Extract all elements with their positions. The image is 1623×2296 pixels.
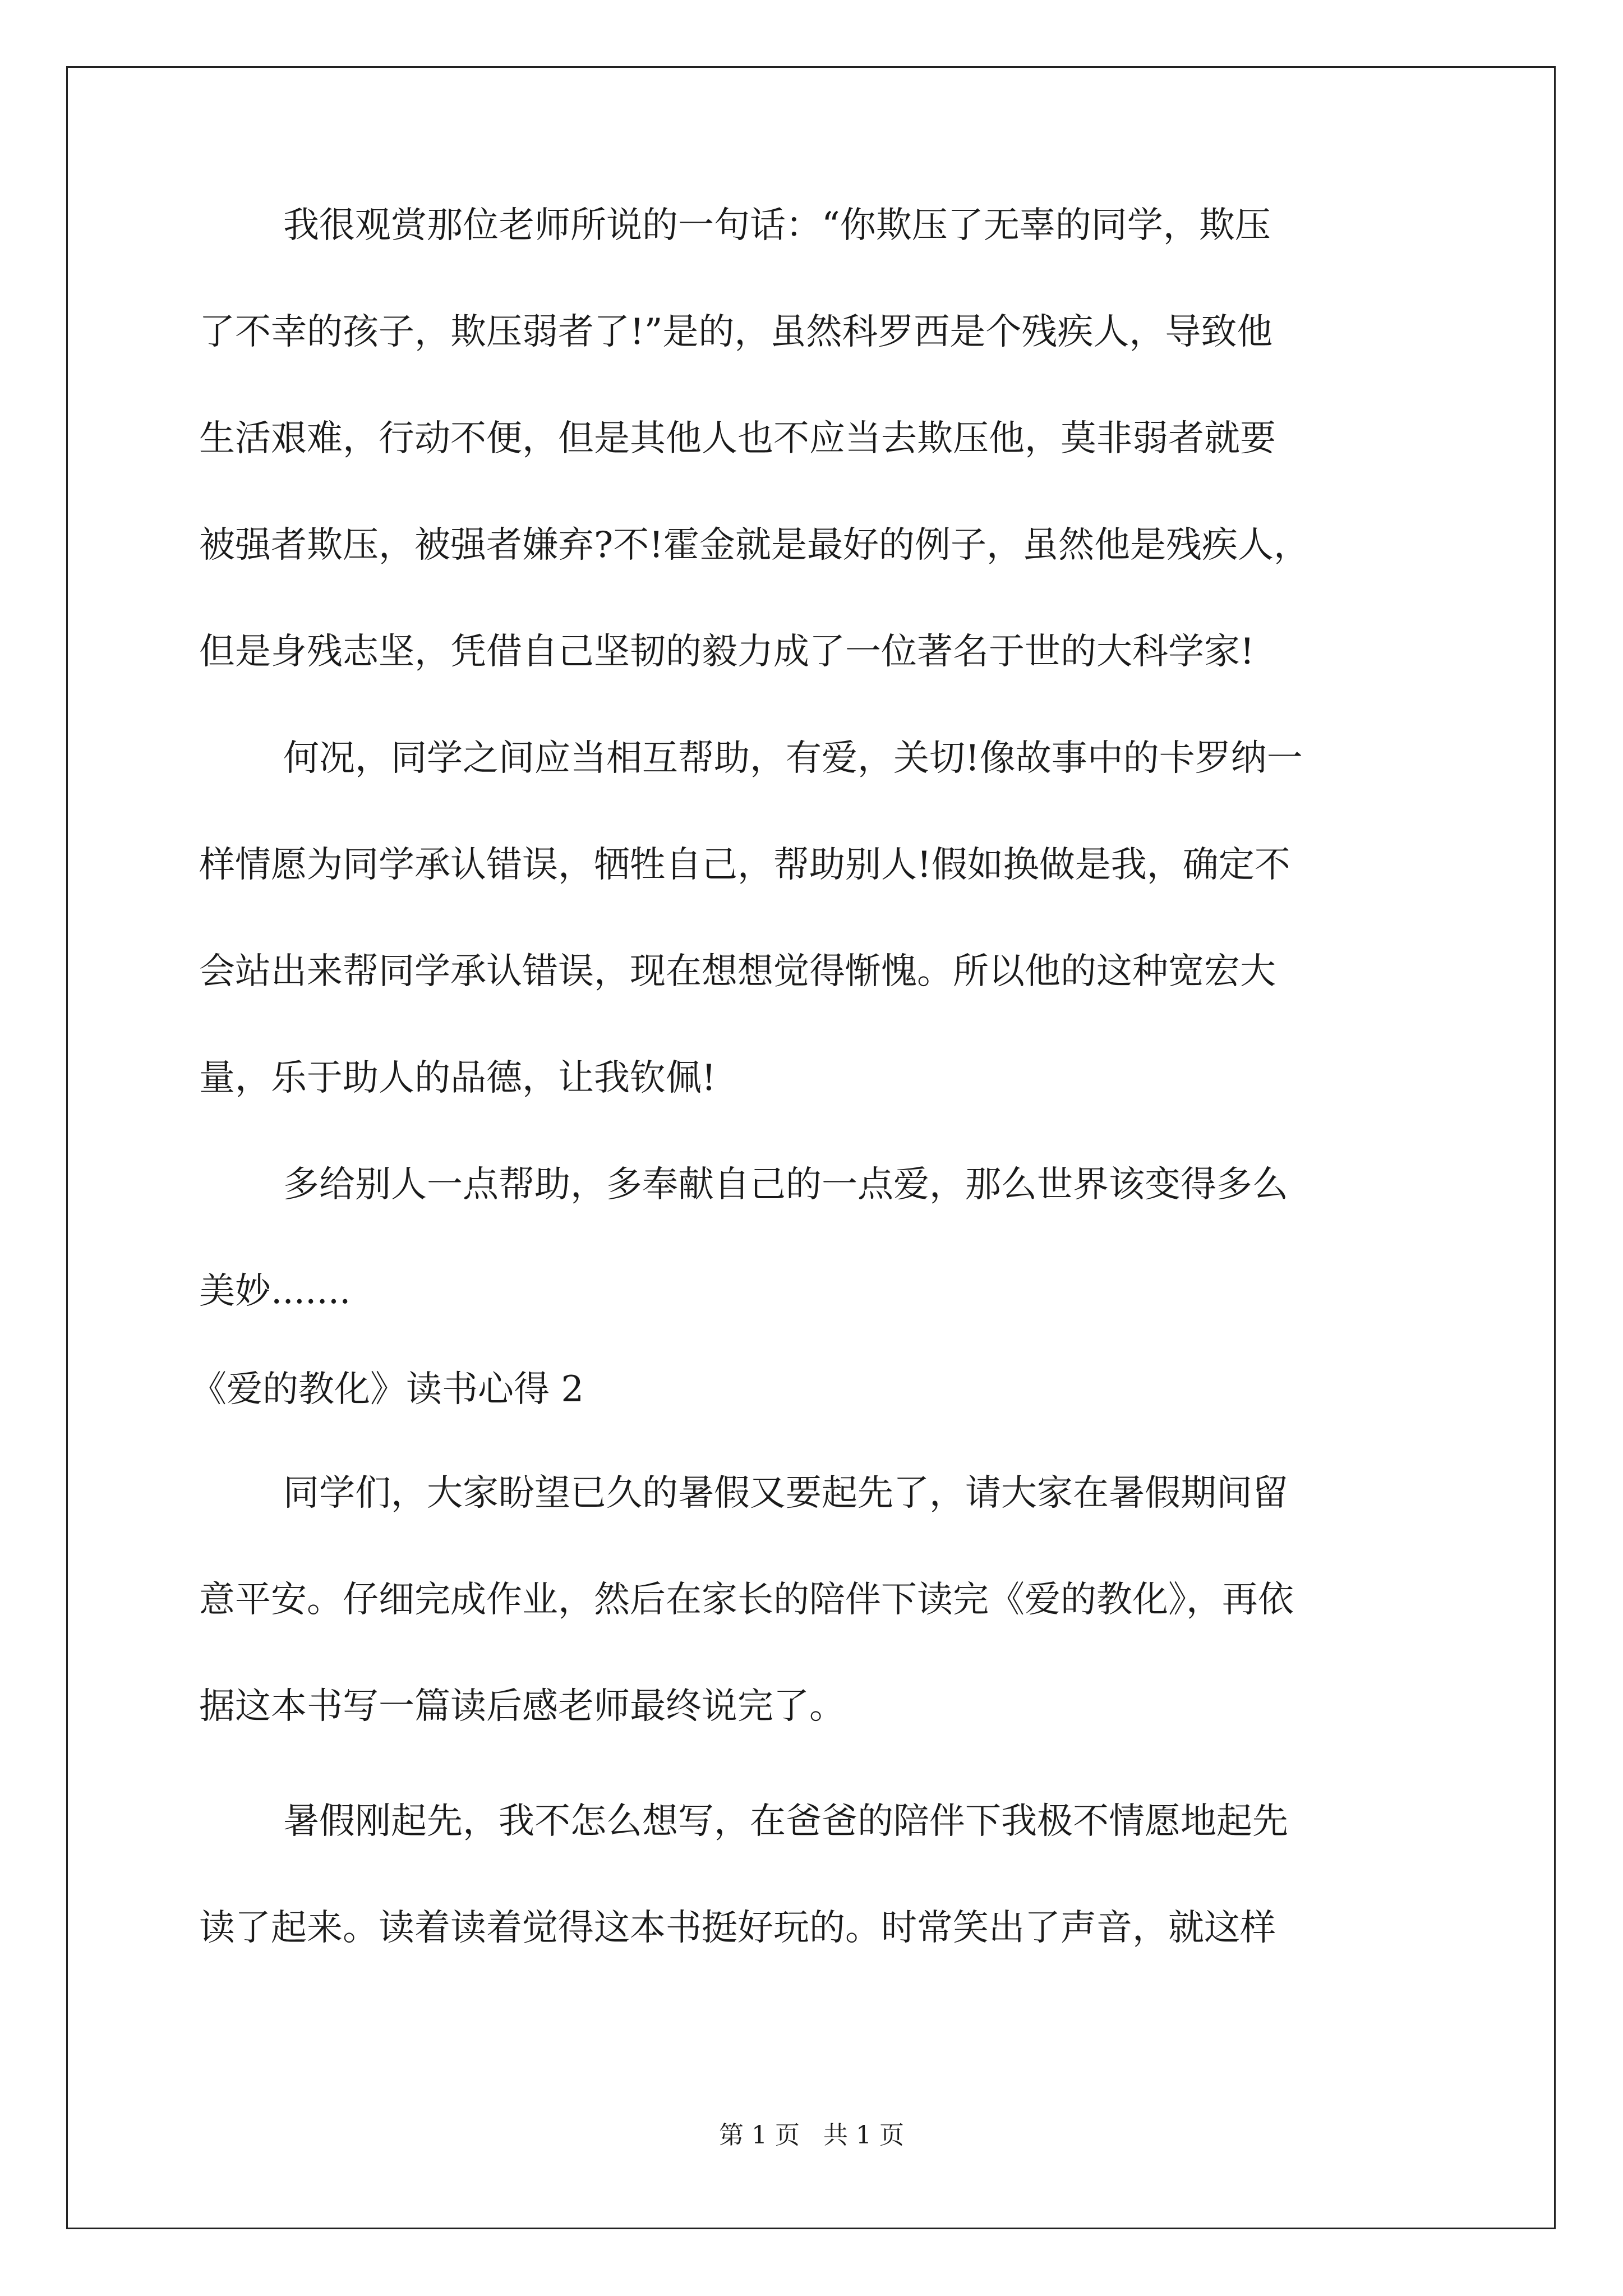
paragraph-line: 被强者欺压，被强者嫌弃?不!霍金就是最好的例子，虽然他是残疾人， — [199, 524, 1310, 566]
paragraph-line: 读了起来。读着读着觉得这本书挺好玩的。时常笑出了声音，就这样 — [199, 1907, 1276, 1949]
paragraph-line: 生活艰难，行动不便，但是其他人也不应当去欺压他，莫非弱者就要 — [199, 418, 1276, 459]
paragraph-line: 美妙....... — [199, 1271, 351, 1312]
section-heading: 《爱的教化》读书心得 2 — [191, 1369, 584, 1410]
paragraph-line: 据这本书写一篇读后感老师最终说完了。 — [199, 1686, 845, 1727]
page-footer: 第 1 页 共 1 页 — [719, 2121, 904, 2150]
paragraph-line: 暑假刚起先，我不怎么想写，在爸爸的陪伴下我极不情愿地起先 — [283, 1801, 1288, 1842]
paragraph-line: 我很观赏那位老师所说的一句话：“你欺压了无辜的同学，欺压 — [283, 205, 1271, 246]
paragraph-line: 样情愿为同学承认错误，牺牲自己，帮助别人!假如换做是我，确定不 — [199, 844, 1290, 886]
paragraph-line: 了不幸的孩子，欺压弱者了!”是的，虽然科罗西是个残疾人，导致他 — [199, 311, 1273, 353]
page-border — [66, 66, 1556, 2229]
paragraph-line: 但是身残志坚，凭借自己坚韧的毅力成了一位著名于世的大科学家! — [199, 631, 1255, 673]
paragraph-line: 会站出来帮同学承认错误，现在想想觉得惭愧。所以他的这种宽宏大 — [199, 951, 1276, 992]
paragraph-line: 同学们，大家盼望已久的暑假又要起先了，请大家在暑假期间留 — [283, 1473, 1288, 1514]
paragraph-line: 量，乐于助人的品德，让我钦佩! — [199, 1057, 716, 1099]
paragraph-line: 意平安。仔细完成作业，然后在家长的陪伴下读完《爱的教化》，再依 — [199, 1579, 1294, 1621]
paragraph-line: 多给别人一点帮助，多奉献自己的一点爱，那么世界该变得多么 — [283, 1164, 1288, 1205]
paragraph-line: 何况，同学之间应当相互帮助，有爱，关切!像故事中的卡罗纳一 — [283, 738, 1303, 779]
